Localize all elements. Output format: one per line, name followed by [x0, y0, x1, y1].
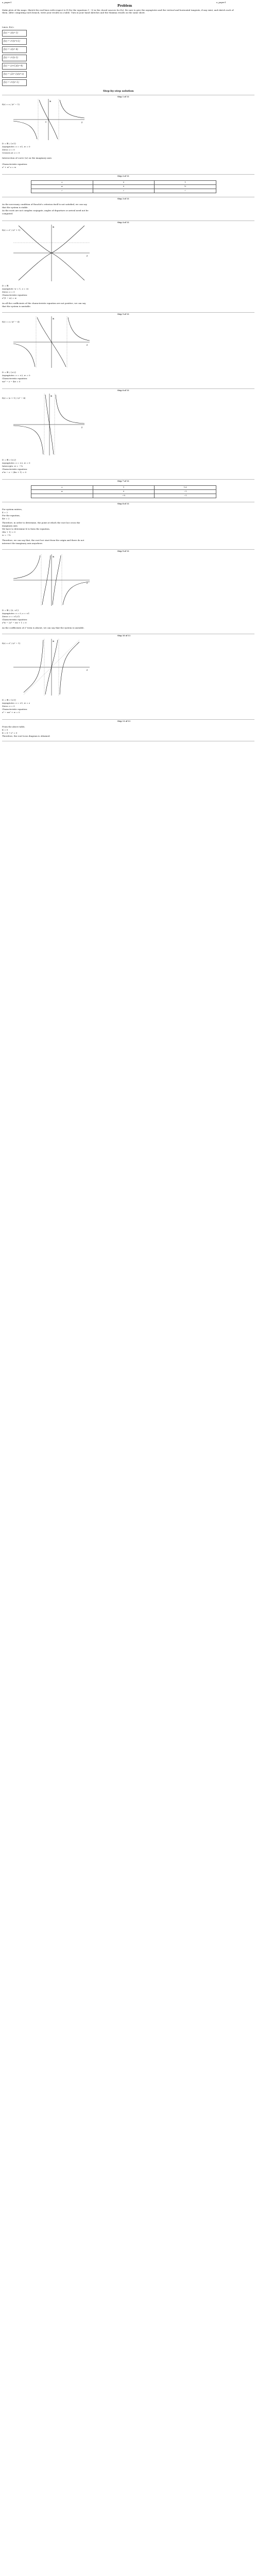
answer-label: f(z) = (z+1)/(z²-4) [4, 64, 23, 67]
step-line: K = 0 [2, 728, 8, 731]
step-line: Characteristic equation: [2, 618, 28, 621]
step-3-title: Step 3 of 11 [117, 198, 129, 200]
section-title: Step-by-step solution [103, 90, 134, 93]
step-2-table [31, 180, 216, 193]
answer-label: f(z) = z/(z²-4) [4, 48, 19, 50]
answer-box-1[interactable] [2, 30, 27, 37]
curve-branch [13, 121, 37, 139]
table-cell [31, 494, 93, 498]
y-axis-label: w [53, 317, 55, 320]
divider [2, 719, 254, 720]
step-5-title: Step 5 of 11 [117, 313, 129, 315]
origin-label: 0 [45, 121, 47, 123]
curve-branch [24, 640, 43, 692]
step-line: z³w − 2z² − zw + 1 = 0 [2, 621, 27, 624]
table-cell: 1 [93, 486, 155, 490]
table-cell: −1 [155, 490, 216, 494]
step-line: D = ℝ \ {±1} [2, 699, 16, 701]
table-cell: ✓ [155, 189, 216, 193]
table-cell: 0 [93, 181, 155, 185]
table-cell: −⅓ [93, 494, 155, 498]
step-line: Asymptotes: z = ±1, w = 0 [2, 145, 30, 148]
table-cell: z [31, 486, 93, 490]
step-line: For system entries, [2, 508, 22, 511]
step-1-title: Step 1 of 11 [117, 96, 129, 98]
graph-step-4 [13, 225, 91, 281]
step-line: computed. [2, 212, 13, 215]
graph-step-6 [13, 394, 86, 455]
table-cell: z [31, 181, 93, 185]
step-line: intersect the imaginary axis anywhere. [2, 542, 43, 545]
curve-branch [56, 395, 84, 423]
step-line: wz² − z − 4w = 0 [2, 380, 21, 383]
step-line: that the system is unstable. [2, 305, 31, 308]
step-7-title: Step 7 of 11 [117, 480, 129, 482]
table-cell: −1 [155, 494, 216, 498]
step-line: Characteristic equation: [2, 468, 28, 470]
curve-branch [60, 642, 79, 694]
step-line: Therefore, the root locus diagram is obtained. [2, 735, 50, 737]
curve-branch [13, 555, 40, 579]
x-axis-label: z [81, 426, 83, 429]
answer-label: f(z) = z³/(z²-1) [4, 81, 19, 83]
curve-branch [13, 426, 43, 454]
graph-step-9 [13, 554, 91, 606]
table-cell: w [31, 185, 93, 189]
answer-box-4[interactable] [2, 55, 27, 61]
step-line: Zeros: z = ±1/√2 [2, 615, 20, 618]
y-axis-label: w [50, 395, 53, 397]
step-line: Zeros: z = 0 [2, 291, 15, 293]
step-line: From the above table, [2, 725, 25, 728]
step-1-equation: f(z) = z / (z² − 1) [2, 103, 20, 106]
answer-box-2[interactable] [2, 38, 27, 45]
divider [2, 549, 254, 550]
x-axis-label: z [87, 344, 88, 346]
step-line: Asymptote: w = 1, z = ±i [2, 287, 29, 290]
step-line: (4w + 1) = 0 [2, 531, 15, 533]
step-line: D = ℝ [2, 284, 9, 287]
step-line: Asymptotes: z = ±2, w = 0 [2, 374, 30, 377]
step-line: Therefore, in order to determine, the point at which the root loci cross the [2, 521, 80, 524]
step-line: Asymptotes: z = ±1, w = z [2, 702, 30, 704]
step-line: We have to determine K to form the equation, [2, 528, 50, 530]
step-line: Zeros: z = 0 [2, 148, 15, 151]
table-cell: ½ [155, 185, 216, 189]
step-line: z² + w² z = w [2, 166, 16, 168]
y-axis-label: w [53, 555, 55, 558]
step-line: K = 8 → s² = 0 [2, 732, 18, 734]
table-cell: ✓ [93, 189, 155, 193]
table-cell: w [31, 490, 93, 494]
answer-box-3[interactable] [2, 46, 27, 53]
x-axis-label: z [87, 669, 88, 671]
step-10-equation: f(z) = z³ / (z² − 1) [2, 642, 21, 645]
step-line: D = ℝ \ {±2} [2, 371, 16, 374]
step-4-equation: f(z) = z² / (z² + 1) [2, 229, 21, 231]
step-line: For the equation, [2, 514, 21, 517]
step-line: As all the coefficients of the characteristic equation are not positive, we can say [2, 302, 86, 304]
step-line: Intercepts: w = −¼ [2, 465, 23, 467]
step-10-title: Step 10 of 11 [117, 635, 131, 637]
step-8-title: Step 8 of 11 [117, 503, 129, 505]
step-line: Characteristic equation: [2, 708, 28, 710]
x-axis-label: z [87, 255, 88, 257]
curve-branch [13, 344, 35, 367]
step-line: imaginary axis. [2, 524, 18, 527]
table-cell: 1 [155, 181, 216, 185]
table-cell: 0 [93, 185, 155, 189]
step-6-title: Step 6 of 11 [117, 389, 129, 392]
graph-step-5 [13, 316, 91, 368]
step-11-title: Step 11 of 11 [117, 720, 131, 722]
step-line: w = −¼ [2, 534, 11, 536]
step-2-title: Step 2 of 11 [117, 175, 129, 177]
step-line: z²(1 − w) = w [2, 297, 17, 299]
step-line: Asymptotes: z = ±2, w = 0 [2, 462, 30, 464]
step-line: Zeros: z = 0 [2, 705, 15, 707]
y-axis-label: w [49, 100, 52, 103]
x-axis-label: z [87, 582, 88, 584]
step-7-table [31, 485, 216, 498]
answer-label: f(z) = z²/(z-1) [4, 56, 19, 59]
answer-label: f(z) = z/(z²-1) [4, 31, 19, 34]
step-9-title: Step 9 of 11 [117, 550, 129, 552]
step-line: 4w = 2 [2, 517, 10, 520]
step-line: D = ℝ \ {±2} [2, 459, 16, 461]
divider [2, 312, 254, 313]
curve-branch [60, 100, 84, 118]
step-line: As the roots are not complex conjugate, angles of departure or arrival need not be [2, 209, 89, 212]
problem-title: Problem [117, 4, 132, 8]
table-cell: 0 [93, 490, 155, 494]
table-cell: ✓ [31, 189, 93, 193]
x-axis-label: z [81, 121, 83, 124]
divider [2, 388, 254, 389]
answer-label: f(z) = z²/(z²+1) [4, 40, 20, 42]
answer-box-5[interactable] [2, 63, 27, 70]
step-line: z²w − z − (4w + 1) = 0 [2, 471, 26, 473]
step-line: Therefore, we can say that, the root loci start from the origin and there do not [2, 539, 84, 541]
step-5-equation: f(z) = z / (z² − 4) [2, 320, 20, 323]
header-right: a_paper1 [216, 1, 226, 4]
curve-branch [68, 317, 90, 341]
y-axis-label: w [53, 226, 55, 228]
step-4-title: Step 4 of 11 [117, 222, 129, 224]
divider [2, 479, 254, 480]
step-line: that the system is stable. [2, 206, 28, 209]
graph-step-1 [13, 99, 86, 140]
step-line: z³ − wz² + w = 0 [2, 711, 20, 714]
y-axis-label: w [53, 640, 55, 642]
graph-step-10 [13, 639, 91, 696]
step-line: 4 = 2 [2, 511, 8, 514]
step-line: Asymptotes: z = 0, z = ±1 [2, 612, 30, 615]
answer-label: f(z) = (2z²-1)/(z³-z) [4, 73, 24, 75]
divider [2, 174, 254, 175]
step-line: As the necessary condition of Rouché's criterion itself is not satisfied, we can say [2, 203, 87, 206]
step-line: Characteristic equation: [2, 377, 28, 380]
header-left: a_paper1 [2, 1, 12, 4]
step-line: Characteristic equation: [2, 163, 28, 165]
problem-text: Make plots of the maps. Sketch the real lines with respect to R (for the equations 1 - 5) in the closed sources for f(z). Be sure to give the asymptotes and the vertical and horizontal tangents, if any exist, and sketch each of them. After computing each branch, write your results in a table. Turn in your hand sketches and the Maxima results on the same sheet. [2, 9, 234, 14]
step-line: As the coefficients of z² term is absent, we can say that the system is unstable. [2, 626, 84, 629]
answer-box-7[interactable] [2, 79, 27, 86]
step-line: Characteristic equation: [2, 294, 28, 296]
step-line: D = ℝ \ {0, ±1} [2, 609, 19, 612]
problem-lines-label: Lines: f(z)= [2, 26, 14, 28]
curve-branch [63, 582, 90, 605]
step-line: D = ℝ \ {±1} [2, 142, 16, 145]
answer-box-6[interactable] [2, 71, 27, 78]
step-6-equation: f(z) = (z + 1) / (z² − 4) [2, 397, 26, 399]
step-line: Intersection of curve (w) on the imaginary axes [2, 157, 52, 159]
table-cell: 1.6 [155, 486, 216, 490]
step-line: Crosses at: z = 0 [2, 151, 20, 154]
